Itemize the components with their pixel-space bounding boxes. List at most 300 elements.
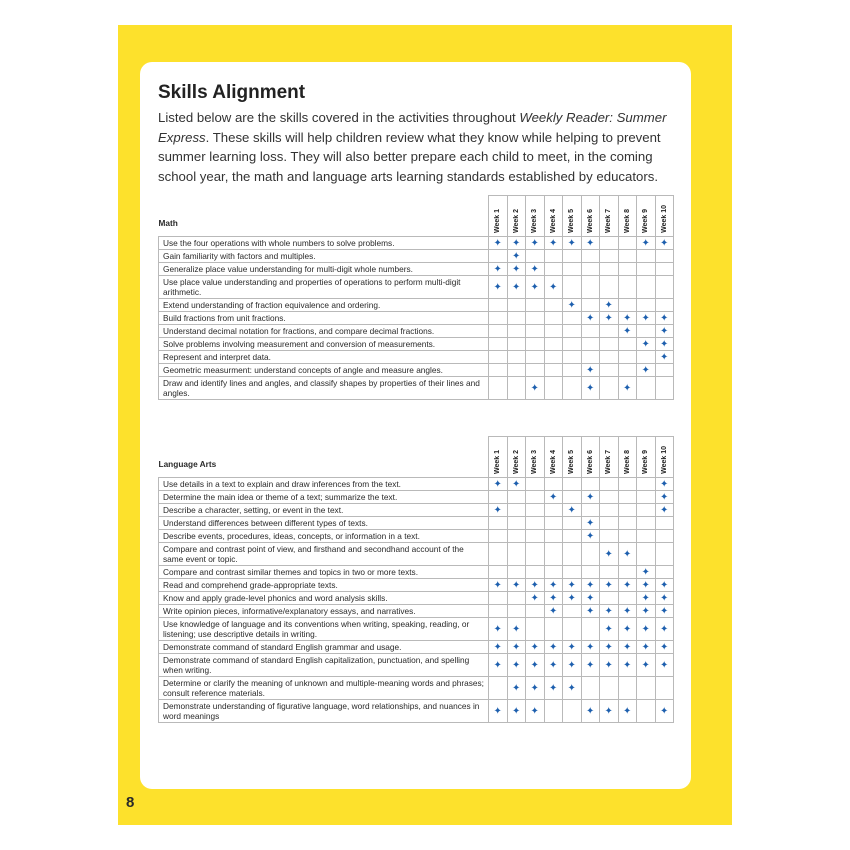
skill-star-icon: ✦ bbox=[618, 543, 637, 566]
empty-cell bbox=[526, 364, 545, 377]
skill-star-icon: ✦ bbox=[544, 276, 563, 299]
empty-cell bbox=[489, 325, 508, 338]
empty-cell bbox=[655, 364, 674, 377]
skill-text: Demonstrate command of standard English grammar and usage. bbox=[159, 641, 489, 654]
skill-star-icon: ✦ bbox=[526, 700, 545, 723]
skill-star-icon: ✦ bbox=[563, 677, 582, 700]
empty-cell bbox=[507, 530, 526, 543]
empty-cell bbox=[618, 351, 637, 364]
skill-row bbox=[159, 592, 674, 605]
skill-star-icon: ✦ bbox=[581, 491, 600, 504]
skill-row bbox=[159, 338, 674, 351]
skill-text: Represent and interpret data. bbox=[159, 351, 489, 364]
skill-star-icon: ✦ bbox=[544, 237, 563, 250]
empty-cell bbox=[544, 263, 563, 276]
skill-star-icon: ✦ bbox=[563, 641, 582, 654]
intro-text-start: Listed below are the skills covered in the activities throughout bbox=[158, 110, 520, 125]
empty-cell bbox=[618, 338, 637, 351]
empty-cell bbox=[655, 276, 674, 299]
empty-cell bbox=[507, 517, 526, 530]
empty-cell bbox=[544, 250, 563, 263]
skill-star-icon: ✦ bbox=[489, 263, 508, 276]
empty-cell bbox=[489, 364, 508, 377]
skill-text: Solve problems involving measurement and conversion of measurements. bbox=[159, 338, 489, 351]
skill-row bbox=[159, 618, 674, 641]
empty-cell bbox=[526, 504, 545, 517]
empty-cell bbox=[637, 276, 656, 299]
empty-cell bbox=[655, 677, 674, 700]
page-number: 8 bbox=[126, 794, 135, 811]
empty-cell bbox=[526, 605, 545, 618]
empty-cell bbox=[600, 504, 619, 517]
skill-star-icon: ✦ bbox=[637, 364, 656, 377]
empty-cell bbox=[637, 325, 656, 338]
empty-cell bbox=[600, 377, 619, 400]
empty-cell bbox=[526, 299, 545, 312]
empty-cell bbox=[563, 325, 582, 338]
empty-cell bbox=[581, 263, 600, 276]
empty-cell bbox=[637, 377, 656, 400]
skill-star-icon: ✦ bbox=[581, 592, 600, 605]
skill-star-icon: ✦ bbox=[600, 579, 619, 592]
week-column-header bbox=[526, 196, 545, 237]
skill-star-icon: ✦ bbox=[507, 700, 526, 723]
empty-cell bbox=[526, 517, 545, 530]
skill-star-icon: ✦ bbox=[507, 641, 526, 654]
week-label: Week 1 bbox=[494, 209, 502, 233]
week-column-header bbox=[600, 196, 619, 237]
skill-row bbox=[159, 364, 674, 377]
empty-cell bbox=[637, 351, 656, 364]
skill-star-icon: ✦ bbox=[544, 491, 563, 504]
empty-cell bbox=[507, 377, 526, 400]
skill-row bbox=[159, 491, 674, 504]
skill-text: Know and apply grade-level phonics and word analysis skills. bbox=[159, 592, 489, 605]
empty-cell bbox=[581, 299, 600, 312]
empty-cell bbox=[637, 299, 656, 312]
skill-row bbox=[159, 530, 674, 543]
empty-cell bbox=[600, 237, 619, 250]
empty-cell bbox=[507, 312, 526, 325]
skill-row bbox=[159, 478, 674, 491]
skill-star-icon: ✦ bbox=[600, 641, 619, 654]
skill-star-icon: ✦ bbox=[655, 618, 674, 641]
skill-star-icon: ✦ bbox=[544, 654, 563, 677]
empty-cell bbox=[637, 530, 656, 543]
empty-cell bbox=[581, 618, 600, 641]
skill-star-icon: ✦ bbox=[637, 566, 656, 579]
skill-star-icon: ✦ bbox=[618, 700, 637, 723]
week-label: Week 8 bbox=[623, 450, 631, 474]
week-label: Week 4 bbox=[549, 450, 557, 474]
skill-star-icon: ✦ bbox=[600, 543, 619, 566]
skill-star-icon: ✦ bbox=[600, 299, 619, 312]
week-column-header bbox=[581, 196, 600, 237]
skill-star-icon: ✦ bbox=[507, 263, 526, 276]
skill-text: Understand differences between different types of texts. bbox=[159, 517, 489, 530]
empty-cell bbox=[618, 530, 637, 543]
skill-star-icon: ✦ bbox=[563, 299, 582, 312]
skill-row bbox=[159, 579, 674, 592]
week-column-header bbox=[581, 437, 600, 478]
math-skills-table bbox=[158, 195, 674, 400]
empty-cell bbox=[563, 250, 582, 263]
empty-cell bbox=[618, 504, 637, 517]
skill-star-icon: ✦ bbox=[637, 592, 656, 605]
skill-star-icon: ✦ bbox=[655, 579, 674, 592]
skill-row bbox=[159, 677, 674, 700]
skill-star-icon: ✦ bbox=[600, 654, 619, 677]
skill-star-icon: ✦ bbox=[655, 700, 674, 723]
week-label: Week 7 bbox=[605, 450, 613, 474]
skill-text: Compare and contrast point of view, and firsthand and secondhand account of the same event or topic. bbox=[159, 543, 489, 566]
week-label: Week 6 bbox=[586, 209, 594, 233]
week-column-header bbox=[526, 437, 545, 478]
skill-text: Draw and identify lines and angles, and classify shapes by properties of their lines and angles. bbox=[159, 377, 489, 400]
empty-cell bbox=[489, 377, 508, 400]
empty-cell bbox=[655, 250, 674, 263]
skill-row bbox=[159, 517, 674, 530]
skill-star-icon: ✦ bbox=[581, 605, 600, 618]
skill-star-icon: ✦ bbox=[581, 364, 600, 377]
empty-cell bbox=[544, 338, 563, 351]
skill-star-icon: ✦ bbox=[618, 654, 637, 677]
skill-star-icon: ✦ bbox=[507, 478, 526, 491]
week-column-header bbox=[507, 196, 526, 237]
skill-star-icon: ✦ bbox=[655, 338, 674, 351]
empty-cell bbox=[489, 517, 508, 530]
empty-cell bbox=[581, 338, 600, 351]
empty-cell bbox=[655, 377, 674, 400]
empty-cell bbox=[526, 250, 545, 263]
skill-row bbox=[159, 566, 674, 579]
empty-cell bbox=[600, 276, 619, 299]
empty-cell bbox=[600, 566, 619, 579]
skill-star-icon: ✦ bbox=[507, 618, 526, 641]
empty-cell bbox=[581, 543, 600, 566]
skill-text: Demonstrate understanding of figurative language, word relationships, and nuances in word meanings bbox=[159, 700, 489, 723]
empty-cell bbox=[618, 566, 637, 579]
skill-star-icon: ✦ bbox=[526, 592, 545, 605]
skill-star-icon: ✦ bbox=[600, 312, 619, 325]
skill-star-icon: ✦ bbox=[655, 654, 674, 677]
skill-star-icon: ✦ bbox=[618, 377, 637, 400]
empty-cell bbox=[544, 478, 563, 491]
week-column-header bbox=[563, 196, 582, 237]
skill-row bbox=[159, 377, 674, 400]
week-column-header bbox=[507, 437, 526, 478]
skill-star-icon: ✦ bbox=[563, 592, 582, 605]
skill-star-icon: ✦ bbox=[526, 237, 545, 250]
skill-star-icon: ✦ bbox=[489, 618, 508, 641]
skill-star-icon: ✦ bbox=[618, 618, 637, 641]
empty-cell bbox=[581, 351, 600, 364]
week-label: Week 8 bbox=[623, 209, 631, 233]
skill-star-icon: ✦ bbox=[637, 641, 656, 654]
empty-cell bbox=[489, 592, 508, 605]
skill-star-icon: ✦ bbox=[526, 263, 545, 276]
empty-cell bbox=[581, 250, 600, 263]
empty-cell bbox=[563, 338, 582, 351]
week-label: Week 5 bbox=[568, 450, 576, 474]
week-label: Week 10 bbox=[660, 446, 668, 474]
empty-cell bbox=[563, 377, 582, 400]
empty-cell bbox=[637, 543, 656, 566]
skill-star-icon: ✦ bbox=[489, 504, 508, 517]
week-column-header bbox=[618, 437, 637, 478]
skill-star-icon: ✦ bbox=[618, 325, 637, 338]
week-label: Week 5 bbox=[568, 209, 576, 233]
skill-star-icon: ✦ bbox=[507, 237, 526, 250]
empty-cell bbox=[655, 566, 674, 579]
empty-cell bbox=[581, 677, 600, 700]
skill-star-icon: ✦ bbox=[507, 677, 526, 700]
skill-star-icon: ✦ bbox=[655, 312, 674, 325]
empty-cell bbox=[600, 351, 619, 364]
skill-star-icon: ✦ bbox=[544, 579, 563, 592]
skill-text: Use details in a text to explain and draw inferences from the text. bbox=[159, 478, 489, 491]
skill-star-icon: ✦ bbox=[581, 641, 600, 654]
empty-cell bbox=[637, 504, 656, 517]
empty-cell bbox=[544, 312, 563, 325]
week-label: Week 10 bbox=[660, 205, 668, 233]
empty-cell bbox=[655, 530, 674, 543]
empty-cell bbox=[600, 478, 619, 491]
skill-row bbox=[159, 276, 674, 299]
skill-text: Demonstrate command of standard English capitalization, punctuation, and spelling when writing. bbox=[159, 654, 489, 677]
empty-cell bbox=[581, 276, 600, 299]
skill-star-icon: ✦ bbox=[655, 491, 674, 504]
skill-star-icon: ✦ bbox=[655, 592, 674, 605]
skill-star-icon: ✦ bbox=[526, 276, 545, 299]
skill-star-icon: ✦ bbox=[655, 504, 674, 517]
week-label: Week 3 bbox=[531, 450, 539, 474]
empty-cell bbox=[544, 351, 563, 364]
skill-star-icon: ✦ bbox=[655, 351, 674, 364]
empty-cell bbox=[563, 263, 582, 276]
week-column-header bbox=[489, 196, 508, 237]
empty-cell bbox=[563, 700, 582, 723]
week-column-header bbox=[600, 437, 619, 478]
empty-cell bbox=[489, 677, 508, 700]
week-column-header bbox=[544, 437, 563, 478]
skill-star-icon: ✦ bbox=[507, 250, 526, 263]
skill-text: Read and comprehend grade-appropriate texts. bbox=[159, 579, 489, 592]
empty-cell bbox=[563, 478, 582, 491]
empty-cell bbox=[600, 338, 619, 351]
skill-text: Use the four operations with whole numbers to solve problems. bbox=[159, 237, 489, 250]
skill-row bbox=[159, 641, 674, 654]
empty-cell bbox=[507, 364, 526, 377]
skill-star-icon: ✦ bbox=[637, 605, 656, 618]
skill-star-icon: ✦ bbox=[544, 605, 563, 618]
intro-paragraph bbox=[158, 108, 673, 186]
empty-cell bbox=[600, 364, 619, 377]
empty-cell bbox=[581, 566, 600, 579]
skill-row bbox=[159, 351, 674, 364]
skill-star-icon: ✦ bbox=[489, 654, 508, 677]
skill-star-icon: ✦ bbox=[637, 579, 656, 592]
skill-text: Determine the main idea or theme of a text; summarize the text. bbox=[159, 491, 489, 504]
empty-cell bbox=[489, 351, 508, 364]
week-column-header bbox=[655, 437, 674, 478]
empty-cell bbox=[563, 276, 582, 299]
week-label: Week 2 bbox=[512, 209, 520, 233]
week-label: Week 6 bbox=[586, 450, 594, 474]
empty-cell bbox=[507, 299, 526, 312]
empty-cell bbox=[637, 700, 656, 723]
skill-star-icon: ✦ bbox=[581, 237, 600, 250]
section-heading: Math bbox=[158, 218, 178, 228]
skill-star-icon: ✦ bbox=[544, 677, 563, 700]
empty-cell bbox=[507, 605, 526, 618]
skill-text: Describe events, procedures, ideas, concepts, or information in a text. bbox=[159, 530, 489, 543]
empty-cell bbox=[581, 325, 600, 338]
skill-star-icon: ✦ bbox=[489, 276, 508, 299]
skill-row bbox=[159, 605, 674, 618]
skill-star-icon: ✦ bbox=[637, 618, 656, 641]
skill-row bbox=[159, 299, 674, 312]
language-arts-skills-table bbox=[158, 436, 674, 723]
skill-text: Gain familiarity with factors and multiples. bbox=[159, 250, 489, 263]
empty-cell bbox=[489, 312, 508, 325]
empty-cell bbox=[507, 504, 526, 517]
skill-row bbox=[159, 325, 674, 338]
empty-cell bbox=[600, 517, 619, 530]
empty-cell bbox=[507, 491, 526, 504]
empty-cell bbox=[600, 592, 619, 605]
skill-star-icon: ✦ bbox=[637, 237, 656, 250]
skill-star-icon: ✦ bbox=[544, 641, 563, 654]
skill-star-icon: ✦ bbox=[618, 312, 637, 325]
empty-cell bbox=[544, 325, 563, 338]
empty-cell bbox=[655, 543, 674, 566]
empty-cell bbox=[544, 543, 563, 566]
skill-star-icon: ✦ bbox=[600, 605, 619, 618]
skill-star-icon: ✦ bbox=[544, 592, 563, 605]
empty-cell bbox=[637, 517, 656, 530]
skill-row bbox=[159, 543, 674, 566]
page-title: Skills Alignment bbox=[158, 82, 306, 103]
empty-cell bbox=[507, 351, 526, 364]
skill-star-icon: ✦ bbox=[618, 605, 637, 618]
empty-cell bbox=[544, 377, 563, 400]
empty-cell bbox=[581, 504, 600, 517]
empty-cell bbox=[600, 250, 619, 263]
empty-cell bbox=[600, 491, 619, 504]
empty-cell bbox=[507, 338, 526, 351]
skill-star-icon: ✦ bbox=[637, 654, 656, 677]
skill-row bbox=[159, 504, 674, 517]
skill-text: Determine or clarify the meaning of unknown and multiple-meaning words and phrases; consult reference materials. bbox=[159, 677, 489, 700]
empty-cell bbox=[526, 312, 545, 325]
empty-cell bbox=[563, 491, 582, 504]
empty-cell bbox=[637, 478, 656, 491]
skill-star-icon: ✦ bbox=[489, 641, 508, 654]
skill-text: Compare and contrast similar themes and topics in two or more texts. bbox=[159, 566, 489, 579]
empty-cell bbox=[637, 677, 656, 700]
skill-star-icon: ✦ bbox=[618, 579, 637, 592]
skill-row bbox=[159, 700, 674, 723]
skill-text: Use knowledge of language and its conventions when writing, speaking, reading, or listening; use descriptive details in writing. bbox=[159, 618, 489, 641]
skill-star-icon: ✦ bbox=[563, 237, 582, 250]
empty-cell bbox=[526, 491, 545, 504]
empty-cell bbox=[637, 250, 656, 263]
empty-cell bbox=[618, 250, 637, 263]
empty-cell bbox=[544, 504, 563, 517]
empty-cell bbox=[618, 299, 637, 312]
empty-cell bbox=[544, 700, 563, 723]
skill-star-icon: ✦ bbox=[526, 654, 545, 677]
empty-cell bbox=[544, 364, 563, 377]
skill-text: Generalize place value understanding for multi-digit whole numbers. bbox=[159, 263, 489, 276]
empty-cell bbox=[544, 566, 563, 579]
empty-cell bbox=[507, 592, 526, 605]
skill-star-icon: ✦ bbox=[655, 605, 674, 618]
skill-star-icon: ✦ bbox=[655, 478, 674, 491]
empty-cell bbox=[526, 351, 545, 364]
empty-cell bbox=[637, 491, 656, 504]
empty-cell bbox=[526, 543, 545, 566]
skill-text: Understand decimal notation for fractions, and compare decimal fractions. bbox=[159, 325, 489, 338]
empty-cell bbox=[544, 530, 563, 543]
skill-star-icon: ✦ bbox=[489, 579, 508, 592]
empty-cell bbox=[563, 530, 582, 543]
empty-cell bbox=[581, 478, 600, 491]
empty-cell bbox=[544, 299, 563, 312]
empty-cell bbox=[526, 325, 545, 338]
skill-star-icon: ✦ bbox=[526, 579, 545, 592]
week-label: Week 4 bbox=[549, 209, 557, 233]
skill-star-icon: ✦ bbox=[655, 237, 674, 250]
empty-cell bbox=[618, 517, 637, 530]
skill-star-icon: ✦ bbox=[618, 641, 637, 654]
empty-cell bbox=[526, 566, 545, 579]
empty-cell bbox=[489, 605, 508, 618]
skill-star-icon: ✦ bbox=[637, 338, 656, 351]
empty-cell bbox=[544, 517, 563, 530]
empty-cell bbox=[489, 491, 508, 504]
empty-cell bbox=[655, 517, 674, 530]
skill-star-icon: ✦ bbox=[489, 237, 508, 250]
skill-row bbox=[159, 250, 674, 263]
skill-star-icon: ✦ bbox=[581, 312, 600, 325]
empty-cell bbox=[489, 299, 508, 312]
skill-star-icon: ✦ bbox=[655, 325, 674, 338]
empty-cell bbox=[526, 478, 545, 491]
empty-cell bbox=[563, 605, 582, 618]
skill-star-icon: ✦ bbox=[526, 641, 545, 654]
skill-text: Geometric measurment: understand concepts of angle and measure angles. bbox=[159, 364, 489, 377]
empty-cell bbox=[563, 543, 582, 566]
skill-star-icon: ✦ bbox=[600, 618, 619, 641]
skill-star-icon: ✦ bbox=[637, 312, 656, 325]
week-label: Week 2 bbox=[512, 450, 520, 474]
skill-star-icon: ✦ bbox=[507, 579, 526, 592]
empty-cell bbox=[600, 677, 619, 700]
week-label: Week 9 bbox=[642, 450, 650, 474]
week-label: Week 9 bbox=[642, 209, 650, 233]
week-label: Week 7 bbox=[605, 209, 613, 233]
skill-star-icon: ✦ bbox=[581, 700, 600, 723]
book-title: Weekly Reader: Summer Express bbox=[158, 110, 667, 145]
skill-star-icon: ✦ bbox=[526, 377, 545, 400]
skill-row bbox=[159, 237, 674, 250]
skill-text: Describe a character, setting, or event in the text. bbox=[159, 504, 489, 517]
empty-cell bbox=[489, 250, 508, 263]
empty-cell bbox=[618, 364, 637, 377]
skill-star-icon: ✦ bbox=[581, 530, 600, 543]
